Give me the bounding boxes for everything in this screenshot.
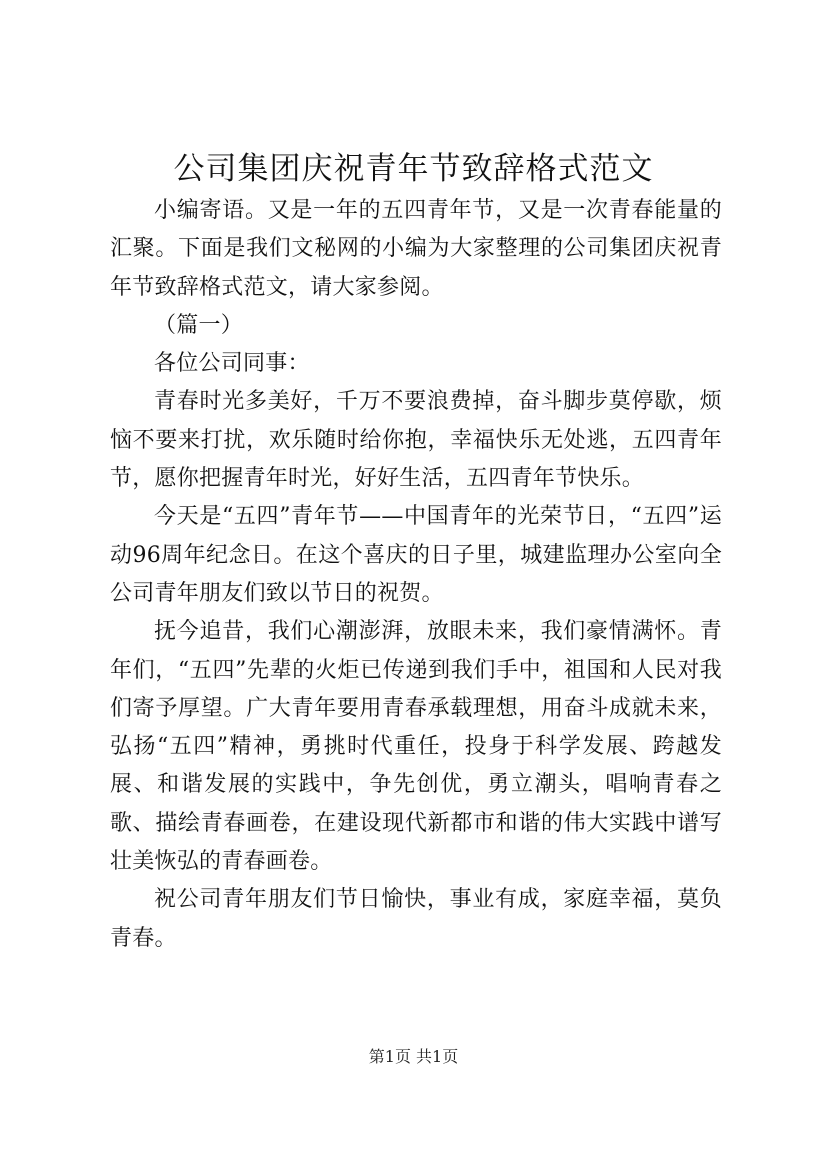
closing-paragraph: 祝公司青年朋友们节日愉快，事业有成，家庭幸福，莫负青春。 xyxy=(110,887,722,951)
body-paragraph: 青春时光多美好，千万不要浪费掉，奋斗脚步莫停歇，烦恼不要来打扰，欢乐随时给你抱，幸福快乐无处逃，五四青年节，愿你把握青年时光，好好生活，五四青年节快乐。 xyxy=(110,389,722,492)
document-body xyxy=(110,192,722,958)
page-number-footer: 第1页 共1页 xyxy=(368,1047,459,1066)
document-title: 公司集团庆祝青年节致辞格式范文 xyxy=(173,151,654,187)
salutation: 各位公司同事： xyxy=(154,351,310,377)
intro-paragraph: 小编寄语。又是一年的五四青年节，又是一次青春能量的汇聚。下面是我们文秘网的小编为大家整理的公司集团庆祝青年节致辞格式范文，请大家参阅。 xyxy=(110,198,722,300)
body-paragraph: 抚今追昔，我们心潮澎湃，放眼未来，我们豪情满怀。青年们，“五四”先辈的火炬已传递到我们手中，祖国和人民对我们寄予厚望。广大青年要用青春承载理想，用奋斗成就未来，弘扬“五四”精神，勇挑时代重任，投身于科学发展、跨越发展、和谐发展的实践中，争先创优，勇立潮头，唱响青春之歌、描绘青春画卷，在建设现代新都市和谐的伟大实践中谱写壮美恢弘的青春画卷。 xyxy=(110,619,722,875)
body-paragraph: 今天是“五四”青年节——中国青年的光荣节日，“五四”运动96周年纪念日。在这个喜庆的日子里，城建监理办公室向全公司青年朋友们致以节日的祝贺。 xyxy=(110,504,722,606)
section-heading: （篇一） xyxy=(154,312,244,338)
